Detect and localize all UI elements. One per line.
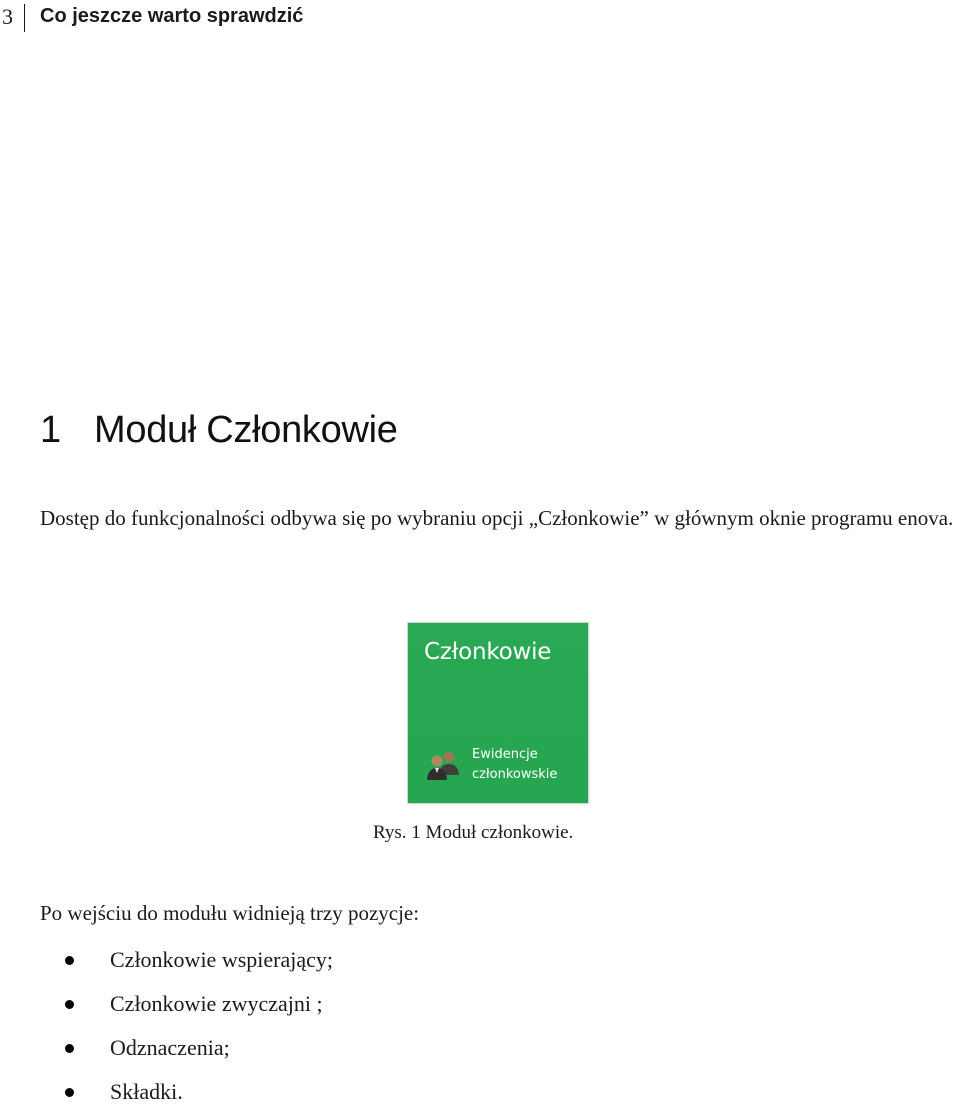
- page-number: 3: [2, 4, 13, 29]
- section-title: Moduł Członkowie: [94, 409, 398, 451]
- users-icon: [426, 749, 462, 781]
- list-item: [40, 1076, 333, 1120]
- list-item-text: Członkowie wspierający;: [110, 947, 333, 972]
- members-module-tile[interactable]: [408, 623, 588, 803]
- list-item-text: Członkowie zwyczajni ;: [110, 991, 323, 1016]
- bullet-icon: [65, 1000, 74, 1009]
- header-divider: [24, 4, 25, 32]
- bullet-icon: [65, 1044, 74, 1053]
- list-item: [40, 988, 333, 1032]
- list-item: [40, 1032, 333, 1076]
- header-title: Co jeszcze warto sprawdzić: [40, 5, 304, 27]
- member-records-item[interactable]: [422, 745, 582, 789]
- tile-item-label: Ewidencje członkowskie: [472, 747, 558, 782]
- intro-paragraph: Dostęp do funkcjonalności odbywa się po wybraniu opcji „Członkowie” w głównym oknie programu enova.: [40, 506, 954, 530]
- list-item-text: Odznaczenia;: [110, 1035, 230, 1060]
- page-header: [0, 0, 960, 34]
- list-item: [40, 944, 333, 988]
- positions-list: [40, 944, 333, 1120]
- tile-title: Członkowie: [424, 639, 552, 665]
- section-heading: [40, 407, 398, 453]
- section-number: 1: [40, 409, 61, 451]
- list-item-text: Składki.: [110, 1079, 183, 1104]
- bullet-icon: [65, 956, 74, 965]
- list-intro-paragraph: Po wejściu do modułu widnieją trzy pozycje:: [40, 901, 420, 925]
- figure-caption: Rys. 1 Moduł członkowie.: [373, 822, 574, 843]
- bullet-icon: [65, 1088, 74, 1097]
